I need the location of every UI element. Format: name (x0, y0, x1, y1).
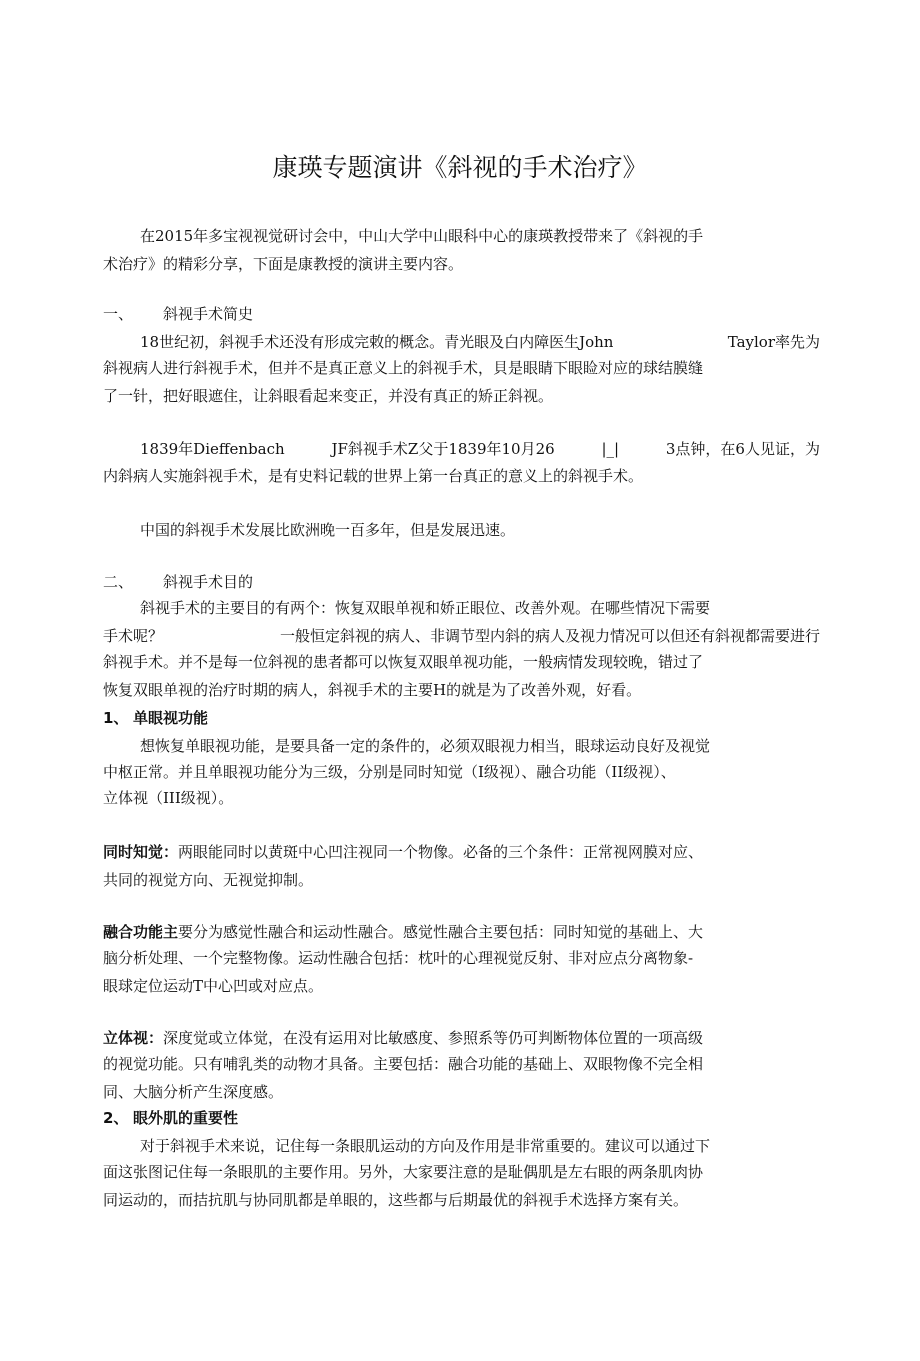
section-number: 二、 (103, 573, 134, 591)
paragraph: 中国的斜视手术发展比欧洲晚一百多年，但是发展迅速。 (140, 521, 516, 539)
section-heading (103, 572, 253, 592)
subsection-number: 2、 (103, 1109, 129, 1127)
text-segment: JF斜视手术Z父于1839年10月26 (331, 440, 555, 458)
text-line: 斜视病人进行斜视手术，但并不是真正意义上的斜视手术，貝是眼睛下眼睑对应的球结膜缝 (103, 359, 704, 377)
text-line (103, 626, 820, 646)
text-line: 斜视手术。并不是每一位斜视的患者都可以恢复双眼单视功能，一般病情发现较晚，错过了 (103, 653, 704, 671)
text-segment: Taylor率先为 (727, 333, 820, 351)
text-line: 脑分析处理、一个完整物像。运动性融合包括：枕叶的心理视觉反射、非对应点分离物象- (103, 949, 694, 967)
text-segment: 手术呢？ (103, 627, 164, 645)
term: 立体视： (103, 1029, 164, 1047)
text-line (103, 842, 703, 862)
text-line (140, 332, 820, 352)
section-title: 斜视手术目的 (163, 573, 254, 591)
text-line: 共同的视觉方向、无视觉抑制。 (103, 871, 314, 889)
section-title: 斜视手术简史 (163, 305, 254, 323)
term: 同时知觉： (103, 843, 179, 861)
text-line (103, 1028, 703, 1048)
text-line: 斜视手术的主要目的有两个：恢复双眼单视和娇正眼位、改善外观。在哪些情况下需要 (140, 599, 711, 617)
text-line: 恢复双眼单视的治疗时期的病人，斜视手术的主要H的就是为了改善外观，好看。 (103, 681, 642, 699)
text-line: 立体视（III级视）。 (103, 789, 234, 807)
text-line (140, 439, 820, 459)
section-number: 一、 (103, 305, 134, 323)
subsection-title: 单眼视功能 (133, 709, 209, 727)
subsection-heading (103, 1108, 238, 1128)
text-line: 同运动的，而拮抗肌与协同肌都是单眼的，这些都与后期最优的斜视手术选择方案有关。 (103, 1191, 689, 1209)
text-line: 术治疗》的精彩分享，下面是康教授的演讲主要内容。 (103, 255, 464, 273)
text-line: 在2015年多宝视视觉研讨会中，中山大学中山眼科中心的康瑛教授带来了《斜视的手 (140, 227, 704, 245)
text-line: 的视觉功能。只有哺乳类的动物才具备。主要包括：融合功能的基础上、双眼物像不完全相 (103, 1055, 704, 1073)
text-line: 内斜病人实施斜视手术，是有史料记载的世界上第一台真正的意义上的斜视手术。 (103, 467, 644, 485)
text-line: 想恢复单眼视功能，是要具备一定的条件的，必须双眼视力相当，眼球运动良好及视觉 (140, 737, 711, 755)
document-title: 康瑛专题演讲《斜视的手术治疗》 (272, 153, 648, 182)
text-segment: 3点钟，在6人见证，为 (665, 440, 820, 458)
text-line: 了一针，把好眼遮住，让斜眼看起来变正，并没有真正的矫正斜视。 (103, 387, 554, 405)
text-segment: 深度觉或立体觉，在没有运用对比敏感度、参照系等仍可判断物体位置的一项高级 (163, 1029, 704, 1047)
subsection-number: 1、 (103, 709, 129, 727)
text-segment: 一般恒定斜视的病人、非调节型内斜的病人及视力情况可以但还有斜视都需要进行 (279, 627, 820, 645)
text-segment: 18世纪初，斜视手术还没有形成完敕的概念。青光眼及白内障医生John (140, 333, 614, 351)
text-line: 对于斜视手术来说，记住每一条眼肌运动的方向及作用是非常重要的。建议可以通过下 (140, 1137, 711, 1155)
text-line: 中枢正常。并且单眼视功能分为三级，分别是同时知觉（I级视）、融合功能（II级视）、 (103, 763, 676, 781)
text-segment: 要分为感觉性融合和运动性融合。感觉性融合主要包括：同时知觉的基础上、大 (178, 923, 704, 941)
text-segment: 两眼能同时以黄斑中心凹注视同一个物像。必备的三个条件：正常视网膜对应、 (178, 843, 704, 861)
subsection-title: 眼外肌的重要性 (133, 1109, 239, 1127)
subsection-heading (103, 708, 208, 728)
text-line (103, 922, 703, 942)
term: 融合功能主 (103, 923, 179, 941)
section-heading (103, 304, 253, 324)
text-line: 同、大脑分析产生深度感。 (103, 1083, 284, 1101)
text-line: 面这张图记住每一条眼肌的主要作用。另外，大家要注意的是耻偶肌是左右眼的两条肌肉协 (103, 1163, 704, 1181)
text-segment: |_| (601, 440, 620, 458)
text-segment: 1839年Dieffenbach (140, 440, 285, 458)
text-line: 眼球定位运动T中心凹或对应点。 (103, 977, 324, 995)
